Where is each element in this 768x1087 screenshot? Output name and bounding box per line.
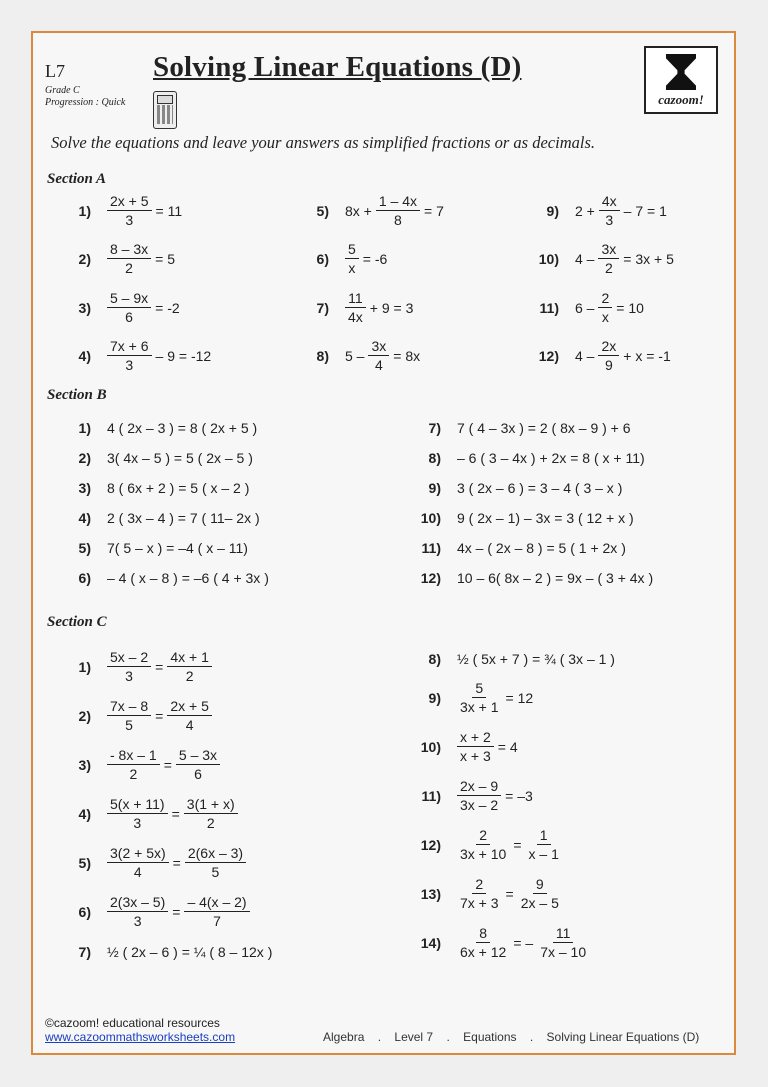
section-b-question-12: 12) 10 – 6( 8x – 2 ) = 9x – ( 3 + 4x ) <box>420 570 654 586</box>
cazoom-logo <box>644 46 718 114</box>
worksheet-page <box>31 31 736 1055</box>
section-a-question-11: 11) 6 – $\frac{2}{x}$ = 10 <box>539 290 644 325</box>
section-b-question-9: 9) 3 ( 2x – 6 ) = 3 – 4 ( 3 – x ) <box>428 480 623 496</box>
section-c-title: Section C <box>47 614 107 630</box>
website-link[interactable]: www.cazoommathsworksheets.com <box>45 1030 236 1044</box>
section-a-question-2: 2) $\frac{8 - 3x}{2}$ = 5 <box>78 241 175 276</box>
section-a-question-1: 1) $\frac{2x + 5}{3}$ = 11 <box>78 193 183 228</box>
section-a-question-3: 3) $\frac{5 - 9x}{6}$ = -2 <box>78 290 180 325</box>
section-a-question-12: 12) 4 – $\frac{2x}{9}$ + x = -1 <box>538 338 671 373</box>
section-c-question-9: 9) $\frac{5}{3x + 1}$ = 12 <box>428 680 534 715</box>
hourglass-icon <box>666 54 696 90</box>
section-a-question-6: 6) $\frac{5}{x}$ = -6 <box>316 241 388 276</box>
footer-topic: Equations <box>463 1030 517 1044</box>
section-c-question-10: 10) $\frac{x + 2}{x + 3}$ = 4 <box>420 729 518 764</box>
section-b-question-5: 5) 7( 5 – x ) = –4 ( x – 11) <box>78 540 248 556</box>
section-c-question-12: 12) $\frac{2}{3x + 10}$ = $\frac{1}{x - 1}$ <box>420 827 559 862</box>
section-a-question-7: 7) $\frac{11}{4x}$ + 9 = 3 <box>316 290 414 325</box>
section-b-question-2: 2) 3( 4x – 5 ) = 5 ( 2x – 5 ) <box>78 450 253 466</box>
section-c-question-6: 6) $\frac{2(3x - 5)}{3}$ = $\frac{- 4(x - 2)}{7}$ <box>53 894 252 929</box>
calculator-icon <box>153 91 177 129</box>
section-c-question-7: 7) ½ ( 2x – 6 ) = ¼ ( 8 – 12x ) <box>78 944 273 960</box>
section-c-question-1: 1) $\frac{5x - 2}{3}$ = $\frac{4x + 1}{2}$ <box>53 649 214 684</box>
section-a-title: Section A <box>47 171 107 187</box>
level-label: L7 <box>45 61 65 81</box>
grade-label: Grade C <box>45 85 80 96</box>
footer-level: Level 7 <box>394 1030 434 1044</box>
page-title: Solving Linear Equations (D) <box>153 51 522 83</box>
section-b-question-3: 3) 8 ( 6x + 2 ) = 5 ( x – 2 ) <box>78 480 250 496</box>
section-b-question-11: 11) 4x – ( 2x – 8 ) = 5 ( 1 + 2x ) <box>421 540 626 556</box>
section-b-question-10: 10) 9 ( 2x – 1) – 3x = 3 ( 12 + x ) <box>420 510 634 526</box>
footer-category: Algebra <box>323 1030 365 1044</box>
section-c-question-14: 14) $\frac{8}{6x + 12}$ = – $\frac{11}{7x - 10}$ <box>420 925 587 960</box>
section-b-question-8: 8) – 6 ( 3 – 4x ) + 2x = 8 ( x + 11) <box>428 450 645 466</box>
footer-worksheet-name: Solving Linear Equations (D) <box>546 1030 700 1044</box>
section-c-question-8: 8) ½ ( 5x + 7 ) = ¾ ( 3x – 1 ) <box>428 651 615 667</box>
section-b-question-6: 6) – 4 ( x – 8 ) = –6 ( 4 + 3x ) <box>78 570 269 586</box>
logo-text: cazoom! <box>658 92 704 107</box>
section-c-question-11: 11) $\frac{2x - 9}{3x - 2}$ = –3 <box>421 778 533 813</box>
instructions: Solve the equations and leave your answers as simplified fractions or as decimals. <box>51 133 595 152</box>
section-c-question-2: 2) $\frac{7x - 8}{5}$ = $\frac{2x + 5}{4}$ <box>53 698 214 733</box>
section-a-question-4: 4) $\frac{7x + 6}{3}$ – 9 = -12 <box>78 338 212 373</box>
progression-label: Progression : Quick <box>45 97 126 108</box>
section-a-question-5: 5) 8x + $\frac{1 - 4x}{8}$ = 7 <box>316 193 444 228</box>
section-c-question-13: 13) $\frac{2}{7x + 3}$ = $\frac{9}{2x - 5}$ <box>420 876 559 911</box>
section-c-question-3: 3) $\frac{- 8x - 1}{2}$ = $\frac{5 - 3x}{6}$ <box>53 747 222 782</box>
section-b-question-4: 4) 2 ( 3x – 4 ) = 7 ( 11– 2x ) <box>78 510 260 526</box>
footer-breadcrumb: Algebra . Level 7 . Equations . Solving Linear Equations (D) <box>323 1030 700 1044</box>
section-a-question-10: 10) 4 – $\frac{3x}{2}$ = 3x + 5 <box>538 241 674 276</box>
section-c-question-5: 5) $\frac{3(2 + 5x)}{4}$ = $\frac{2(6x - 3)}{5}$ <box>53 845 248 880</box>
copyright-text: ©cazoom! educational resources <box>45 1016 220 1030</box>
section-b-question-7: 7) 7 ( 4 – 3x ) = 2 ( 8x – 9 ) + 6 <box>428 420 631 436</box>
section-c-question-4: 4) $\frac{5(x + 11)}{3}$ = $\frac{3(1 + x)}{2}$ <box>53 796 240 831</box>
section-a-question-8: 8) 5 – $\frac{3x}{4}$ = 8x <box>316 338 421 373</box>
section-a-question-9: 9) 2 + $\frac{4x}{3}$ – 7 = 1 <box>546 193 667 228</box>
section-b-title: Section B <box>47 387 107 403</box>
section-b-question-1: 1) 4 ( 2x – 3 ) = 8 ( 2x + 5 ) <box>78 420 258 436</box>
